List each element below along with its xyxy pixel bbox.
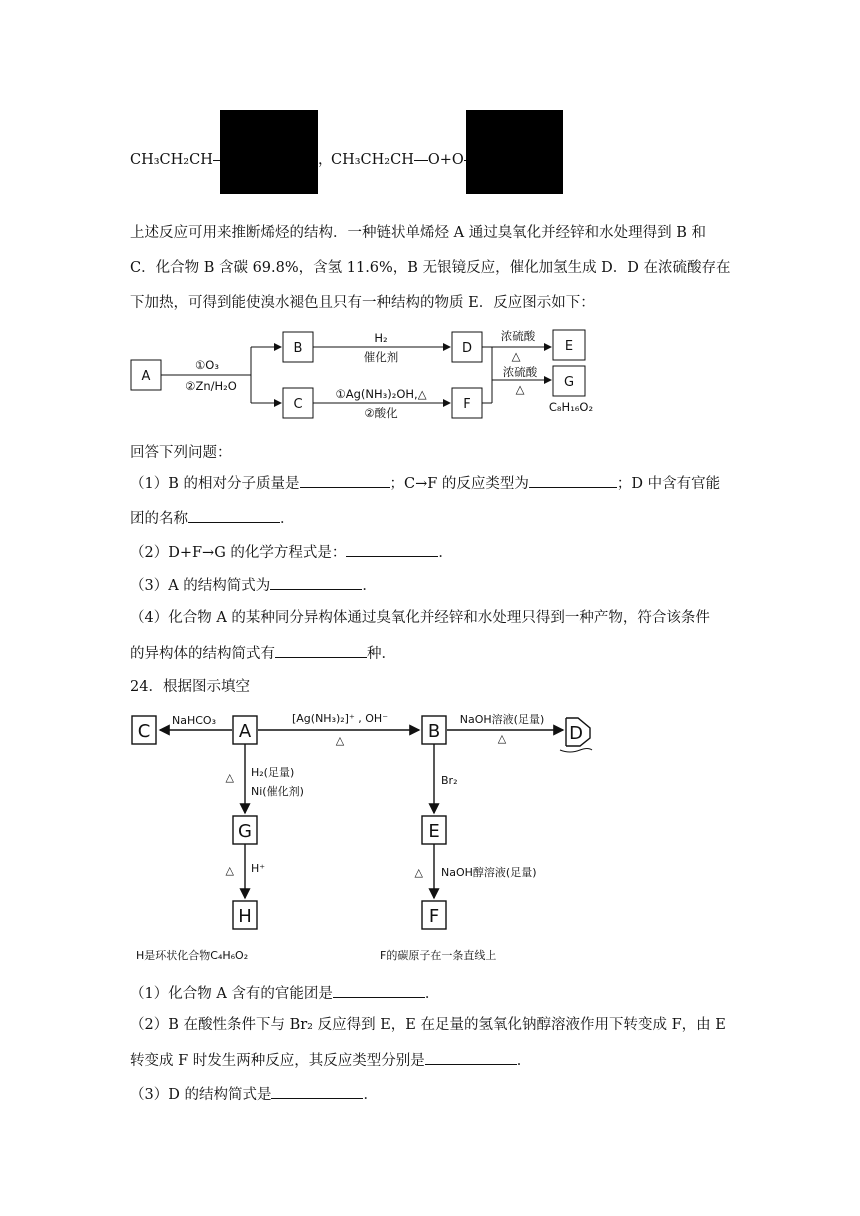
reagent-CF-bottom: ②酸化 [364,406,398,420]
intro-line-3: 下加热，可得到能使溴水褪色且只有一种结构的物质 E．反应图示如下： [130,295,595,311]
question-1-line-1: （1）B 的相对分子质量是 ；C→F 的反应类型为 ；D 中含有官能 [130,473,720,493]
question-24-2-line-1: （2）B 在酸性条件下与 Br₂ 反应得到 E，E 在足量的氢氧化钠醇溶液作用下转变成 F，由 E [130,1017,726,1033]
answer-blank[interactable] [333,983,425,998]
answer-blank[interactable] [270,575,362,590]
question-24-2-line-2: 转变成 F 时发生两种反应，其反应类型分别是 ． [130,1050,531,1070]
reagent-AG-1: H₂(足量) [251,766,295,779]
question-24-1: （1）化合物 A 含有的官能团是 ． [130,983,439,1003]
answer-blank[interactable] [346,542,438,557]
label-B: B [293,341,303,356]
label-F: F [463,397,471,412]
answer-intro: 回答下列问题： [130,445,232,461]
reagent-AG-delta: △ [225,771,234,784]
answer-blank[interactable] [188,508,280,523]
reagent-DE-top: 浓硫酸 [500,329,536,343]
question-4-line-2: 的异构体的结构简式有 种． [130,643,396,663]
reaction-scheme-1 [125,322,605,422]
reagent-GH: H⁺ [251,862,266,875]
F-note: F的碳原子在一条直线上 [380,949,497,962]
label-B: B [427,721,441,742]
reagent-DE-bottom: △ [511,349,521,363]
reagent-G-top: 浓硫酸 [502,365,538,379]
answer-blank[interactable] [275,643,367,658]
label-E: E [428,821,440,842]
reagent-CF-top: ①Ag(NH₃)₂OH,△ [335,387,427,401]
top-formula-right: CH₃CH₂CH O+O [331,151,478,169]
label-D: D [461,341,473,356]
label-D: D [569,723,583,744]
bond-line [414,160,428,161]
G-formula: C₈H₁₆O₂ [548,400,594,414]
comma: ， [318,152,333,168]
top-formula-left: CH₃CH₂CH [130,151,227,169]
label-A: A [238,721,252,742]
label-F: F [428,906,440,927]
reagent-AG-2: Ni(催化剂) [251,785,304,798]
reagent-BE: Br₂ [441,774,458,787]
question-1-line-2: 团的名称 ． [130,508,295,528]
intro-line-2: C．化合物 B 含碳 69.8%，含氢 11.6%，B 无银镜反应，催化加氢生成 D．D 在浓硫酸存在 [130,260,731,276]
redacted-structure-image-right [466,110,563,194]
reagent-AC: NaHCO₃ [172,714,216,727]
question-2: （2）D+F→G 的化学方程式是： ． [130,542,453,562]
label-A: A [141,369,151,384]
label-G: G [563,375,575,390]
answer-blank[interactable] [425,1050,517,1065]
reagent-EF-delta: △ [414,866,423,879]
question-4-line-1: （4）化合物 A 的某种同分异构体通过臭氧化并经锌和水处理只得到一种产物，符合该条件 [130,610,710,626]
reagent-AB-bottom: △ [335,734,345,747]
intro-line-1: 上述反应可用来推断烯烃的结构．一种链状单烯烃 A 通过臭氧化并经锌和水处理得到 B 和 [130,225,707,241]
reagent-A-top: ①O₃ [195,358,219,372]
question-24-3: （3）D 的结构简式是 ． [130,1084,378,1104]
label-H: H [238,906,252,927]
H-note: H是环状化合物C₄H₆O₂ [136,949,249,962]
label-E: E [564,339,574,354]
reagent-A-bottom: ②Zn/H₂O [185,379,237,393]
label-G: G [238,821,252,842]
answer-blank[interactable] [271,1084,363,1099]
label-C: C [137,721,151,742]
reagent-BD-bottom: △ [497,732,507,745]
reagent-EF: NaOH醇溶液(足量) [441,866,537,879]
answer-blank[interactable] [529,473,617,488]
problem-24-title: 24．根据图示填空 [130,679,250,695]
reagent-BD-top: H₂ [374,331,388,345]
redacted-structure-image-left [220,110,318,194]
question-3: （3）A 的结构简式为 ． [130,575,377,595]
reaction-scheme-2 [130,706,600,966]
reagent-BD-bottom: 催化剂 [363,350,399,364]
reagent-AB-top: [Ag(NH₃)₂]⁺ , OH⁻ [291,712,389,725]
label-C: C [293,397,303,412]
reagent-BD-top: NaOH溶液(足量) [459,713,545,726]
reagent-G-bottom: △ [515,382,525,396]
reagent-GH-delta: △ [225,864,234,877]
answer-blank[interactable] [300,473,390,488]
